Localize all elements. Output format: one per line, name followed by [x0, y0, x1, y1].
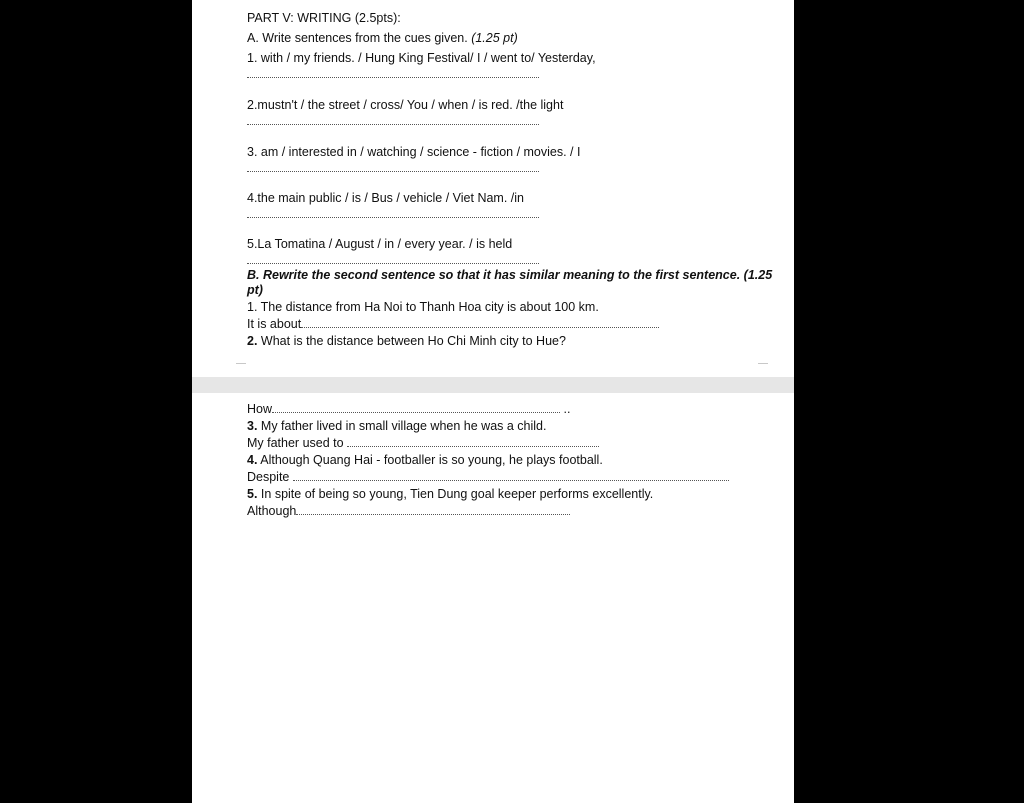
question-text: In spite of being so young, Tien Dung goal keeper performs excellently. — [260, 487, 654, 501]
answer-prefix: My father used to — [247, 436, 344, 450]
item-number: 2. — [247, 334, 258, 348]
section-a-points: (1.25 pt) — [471, 31, 518, 45]
answer-prefix: Despite — [247, 470, 290, 484]
section-b-item-5-question — [247, 487, 653, 502]
section-b-title-cont: pt) — [247, 283, 263, 297]
question-text: My father lived in small village when he was a child. — [260, 419, 547, 433]
section-a-item-4: 4.the main public / is / Bus / vehicle / Viet Nam. /in — [247, 191, 524, 205]
page-corner-mark — [236, 363, 246, 364]
answer-prefix: How — [247, 402, 273, 416]
page-break — [192, 377, 794, 393]
answer-prefix: It is about — [247, 317, 302, 331]
section-b-item-3-answer — [247, 436, 599, 451]
question-text: Although Quang Hai - footballer is so young, he plays football. — [260, 453, 603, 467]
page-corner-mark — [758, 363, 768, 364]
section-b-item-1-question: 1. The distance from Ha Noi to Thanh Hoa city is about 100 km. — [247, 300, 599, 314]
section-b-item-4-question — [247, 453, 603, 468]
section-a-item-2: 2.mustn't / the street / cross/ You / when / is red. /the light — [247, 98, 564, 112]
answer-line — [293, 470, 729, 481]
answer-line — [247, 124, 539, 125]
answer-line — [296, 504, 570, 515]
answer-line — [247, 171, 539, 172]
part-title: PART V: WRITING (2.5pts): — [247, 11, 401, 25]
section-b-item-5-answer — [247, 504, 570, 519]
section-b-item-3-question — [247, 419, 546, 434]
section-a-title: A. Write sentences from the cues given. — [247, 31, 468, 45]
section-b-item-2-answer — [247, 402, 570, 417]
section-a-item-5: 5.La Tomatina / August / in / every year. / is held — [247, 237, 513, 251]
section-a-item-3: 3. am / interested in / watching / science - fiction / movies. / I — [247, 145, 581, 159]
section-b-title: B. Rewrite the second sentence so that it has similar meaning to the first sentence. (1.25 — [247, 268, 773, 282]
question-text: What is the distance between Ho Chi Minh city to Hue? — [260, 334, 566, 348]
item-number: 3. — [247, 419, 258, 433]
answer-line — [247, 217, 539, 218]
answer-tail: .. — [563, 402, 571, 416]
answer-prefix: Although — [247, 504, 297, 518]
answer-line — [347, 436, 599, 447]
answer-line — [247, 77, 539, 78]
section-b-item-1-answer — [247, 317, 659, 332]
section-b-item-2-question — [247, 334, 566, 349]
answer-line — [247, 263, 539, 264]
section-a-item-1: 1. with / my friends. / Hung King Festival/ I / went to/ Yesterday, — [247, 51, 596, 65]
answer-line — [301, 317, 659, 328]
answer-line — [272, 402, 560, 413]
section-b-item-4-answer — [247, 470, 729, 485]
item-number: 4. — [247, 453, 258, 467]
section-a-heading — [247, 31, 518, 46]
item-number: 5. — [247, 487, 258, 501]
